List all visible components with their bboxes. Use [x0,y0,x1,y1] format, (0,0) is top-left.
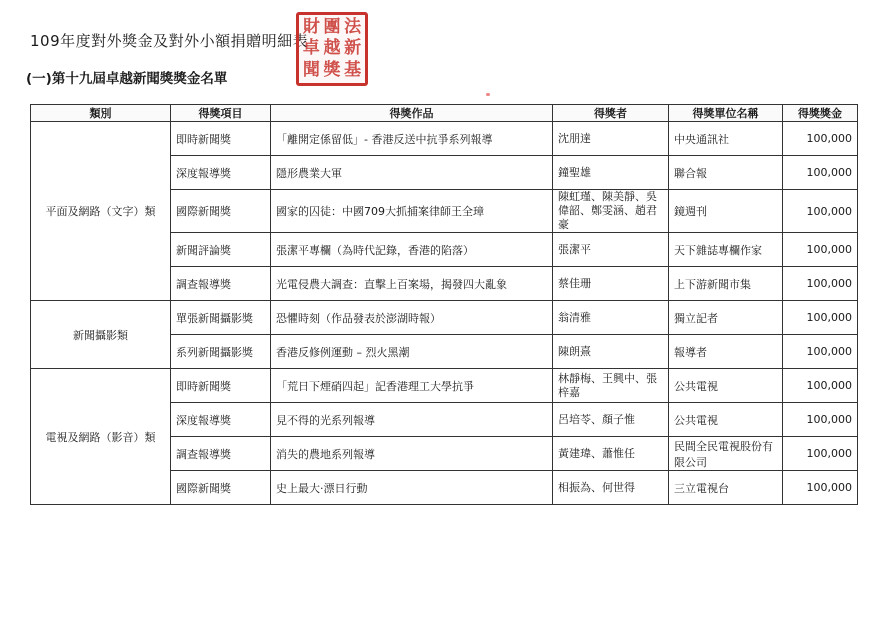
winner-cell: 沈朋達 [553,122,669,156]
work-cell: 光電侵農大調查：直擊上百案場，揭發四大亂象 [271,267,553,301]
category-cell: 平面及網路（文字）類 [31,122,171,301]
amount-cell: 100,000 [783,156,858,190]
seal-char: 聞 [302,59,320,80]
header-category: 類別 [31,105,171,122]
ink-speck [486,93,490,96]
header-winner: 得獎者 [553,105,669,122]
work-cell: 見不得的光系列報導 [271,403,553,437]
item-cell: 國際新聞獎 [171,190,271,233]
amount-cell: 100,000 [783,471,858,505]
unit-cell: 公共電視 [669,403,783,437]
work-cell: 消失的農地系列報導 [271,437,553,471]
amount-cell: 100,000 [783,122,858,156]
header-item: 得獎項目 [171,105,271,122]
amount-cell: 100,000 [783,437,858,471]
header-amount: 得獎獎金 [783,105,858,122]
table-row [31,301,858,335]
seal-char: 新 [344,38,362,59]
red-seal-stamp [296,12,368,86]
award-table [30,104,858,505]
work-cell: 恐懼時刻（作品發表於澎湖時報） [271,301,553,335]
work-cell: 「荒日下煙硝四起」記香港理工大學抗爭 [271,369,553,403]
unit-cell: 報導者 [669,335,783,369]
winner-cell: 呂培苓、顏子惟 [553,403,669,437]
table-row [31,369,858,403]
amount-cell: 100,000 [783,233,858,267]
seal-char: 團 [323,17,341,38]
unit-cell: 三立電視台 [669,471,783,505]
work-cell: 史上最大‧漂日行動 [271,471,553,505]
amount-cell: 100,000 [783,267,858,301]
document-title: 109年度對外獎金及對外小額捐贈明細表 [30,32,309,50]
winner-cell: 陳虹瑾、陳美靜、吳偉韶、鄭雯涵、趙君豪 [553,190,669,233]
table-header-row [31,105,858,122]
unit-cell: 聯合報 [669,156,783,190]
work-cell: 隱形農業大軍 [271,156,553,190]
winner-cell: 陳朗熹 [553,335,669,369]
winner-cell: 相振為、何世得 [553,471,669,505]
item-cell: 即時新聞獎 [171,369,271,403]
table-row [31,122,858,156]
item-cell: 調查報導獎 [171,437,271,471]
header-work: 得獎作品 [271,105,553,122]
unit-cell: 鏡週刊 [669,190,783,233]
amount-cell: 100,000 [783,403,858,437]
amount-cell: 100,000 [783,335,858,369]
seal-char: 法 [344,17,362,38]
page-crop-edge [0,580,876,620]
winner-cell: 黃建瑋、蕭惟任 [553,437,669,471]
amount-cell: 100,000 [783,369,858,403]
seal-char: 財 [302,17,320,38]
winner-cell: 張潔平 [553,233,669,267]
section-title: (一)第十九屆卓越新聞獎獎金名單 [26,71,228,87]
item-cell: 深度報導獎 [171,156,271,190]
item-cell: 即時新聞獎 [171,122,271,156]
item-cell: 調查報導獎 [171,267,271,301]
seal-char: 獎 [323,59,341,80]
seal-char: 越 [323,38,341,59]
unit-cell: 天下雜誌專欄作家 [669,233,783,267]
work-cell: 香港反修例運動 – 烈火黑潮 [271,335,553,369]
unit-cell: 上下游新聞市集 [669,267,783,301]
item-cell: 單張新聞攝影獎 [171,301,271,335]
category-cell: 電視及網路（影音）類 [31,369,171,505]
work-cell: 「離開定係留低」- 香港反送中抗爭系列報導 [271,122,553,156]
winner-cell: 鐘聖雄 [553,156,669,190]
amount-cell: 100,000 [783,190,858,233]
unit-cell: 獨立記者 [669,301,783,335]
unit-cell: 公共電視 [669,369,783,403]
seal-char: 卓 [302,38,320,59]
work-cell: 張潔平專欄（為時代記錄，香港的陷落） [271,233,553,267]
item-cell: 深度報導獎 [171,403,271,437]
winner-cell: 林靜梅、王興中、張梓嘉 [553,369,669,403]
item-cell: 國際新聞獎 [171,471,271,505]
seal-char: 基 [344,59,362,80]
winner-cell: 翁清雅 [553,301,669,335]
item-cell: 系列新聞攝影獎 [171,335,271,369]
item-cell: 新聞評論獎 [171,233,271,267]
amount-cell: 100,000 [783,301,858,335]
winner-cell: 蔡佳珊 [553,267,669,301]
unit-cell: 中央通訊社 [669,122,783,156]
unit-cell: 民間全民電視股份有限公司 [669,437,783,471]
header-unit: 得獎單位名稱 [669,105,783,122]
work-cell: 國家的囚徒：中國709大抓捕案律師王全璋 [271,190,553,233]
category-cell: 新聞攝影類 [31,301,171,369]
